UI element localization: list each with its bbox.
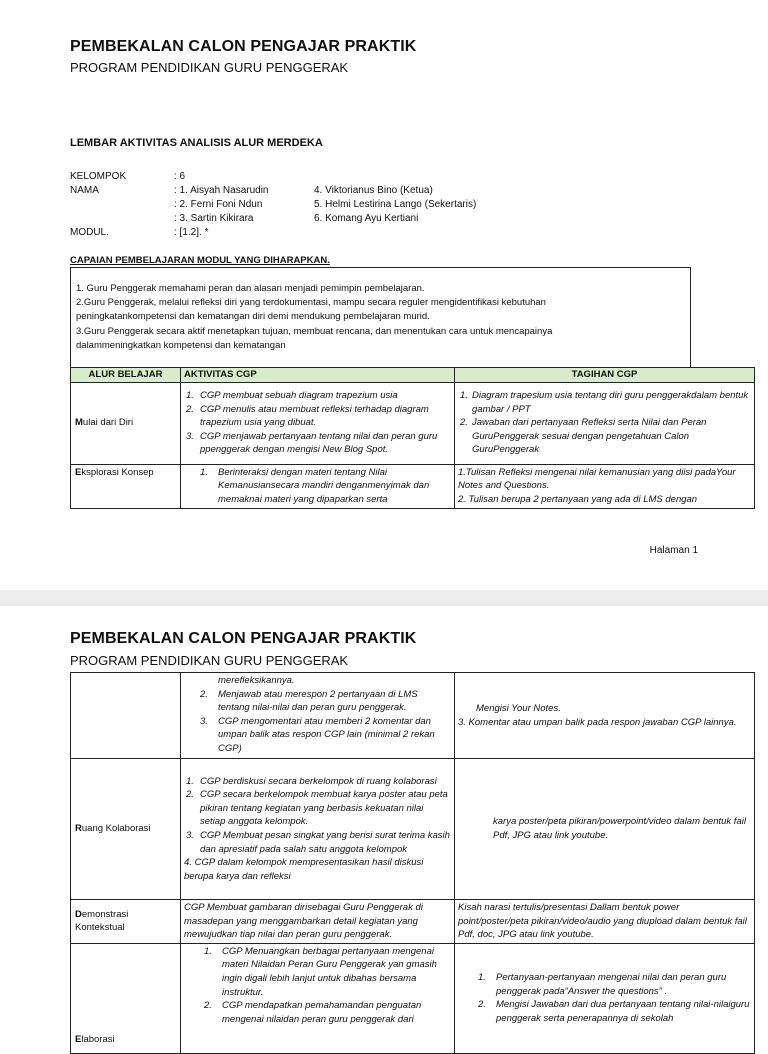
list-item: 1. CGP Menuangkan berbagai pertanyaan mengenai materi Nilaidan Peran Guru Penggerak yan gmasih ingin digali lebih lanjut untuk dibahas bersama instruktur. bbox=[204, 945, 437, 998]
modul-label: MODUL. bbox=[70, 227, 109, 238]
stage-cell bbox=[71, 673, 181, 759]
output-cell bbox=[455, 673, 755, 759]
outcome-line: peningkatankompetensi dan kematangan diri demi mendukung pembelajaran murid. bbox=[76, 311, 430, 323]
learning-flow-table-continued bbox=[70, 672, 755, 1054]
activity-cell bbox=[181, 759, 455, 900]
member-name: 4. Viktorianus Bino (Ketua) bbox=[314, 185, 433, 196]
learning-outcomes-heading: CAPAIAN PEMBELAJARAN MODUL YANG DIHARAPKAN. bbox=[70, 255, 330, 266]
output-cell bbox=[455, 464, 755, 508]
table-row-ruang-kolaborasi bbox=[71, 759, 755, 900]
member-name: : 3. Sartin Kikirara bbox=[174, 213, 254, 224]
learning-flow-table bbox=[70, 367, 755, 509]
member-name: 5. Helmi Lestirina Lango (Sekertaris) bbox=[314, 199, 477, 210]
activity-cell bbox=[181, 464, 455, 508]
list-item: 3. CGP Membuat pesan singkat yang berisi surat terima kasih dan apresiatif pada salah satu anggota kelompok bbox=[186, 830, 450, 855]
outcome-line: 3.Guru Penggerak secara aktif menetapkan tujuan, membuat rencana, dan menentukan cara untuk mencapainya bbox=[76, 325, 553, 337]
member-name: : 1. Aisyah Nasarudin bbox=[174, 185, 269, 196]
document-subtitle: PROGRAM PENDIDIKAN GURU PENGGERAK bbox=[70, 653, 349, 668]
table-row-elaborasi bbox=[71, 943, 755, 1053]
kelompok-value: : 6 bbox=[174, 171, 186, 182]
list-item: 1. CGP berdiskusi secara berkelompok di ruang kolaborasi bbox=[186, 775, 437, 787]
list-item: 2. CGP secara berkelompok membuat karya poster atau peta pikiran tentang kegiatan yang berbasis kekuatan nilai setiap anggota kelompok. bbox=[186, 789, 448, 828]
stage-cell: Eksplorasi Konsep bbox=[71, 464, 181, 508]
page-number: Halaman 1 bbox=[649, 545, 698, 556]
modul-value: : [1.2]. * bbox=[174, 227, 209, 238]
output-line: 3. Komentar atau umpan balik pada respon jawaban CGP lainnya. bbox=[458, 716, 737, 728]
table-row-eksplorasi-continued bbox=[71, 673, 755, 759]
table-row-mulai-dari-diri bbox=[71, 382, 755, 464]
stage-cell: Mulai dari Diri bbox=[71, 382, 181, 464]
list-item: 2. Jawaban dari pertanyaan Refleksi serta Nilai dan Peran GuruPenggerak sesuai dengan pengetahuan Calon GuruPenggerak bbox=[460, 417, 707, 456]
activity-cell: CGP Membuat gambaran dirisebagai Guru Penggerak di masadepan yang menggambarkan detail kegiatan yang mewujudkan tiap nilai dan peran guru penggerak. bbox=[181, 900, 455, 944]
document-subtitle: PROGRAM PENDIDIKAN GURU PENGGERAK bbox=[70, 60, 349, 75]
list-item: 4. CGP dalam kelompok mempresentasikan hasil diskusi berupa karya dan refleksi bbox=[184, 857, 424, 882]
output-cell bbox=[455, 943, 755, 1053]
list-item: 2. CGP mendapatkan pemahamandan penguatan mengenai nilaidan peran guru penggerak dari bbox=[204, 1000, 422, 1025]
activity-cell bbox=[181, 382, 455, 464]
column-header-tagihan: TAGIHAN CGP bbox=[455, 368, 755, 383]
table-row-eksplorasi-konsep bbox=[71, 464, 755, 508]
output-line: 1.Tulisan Refleksi mengenai nilai kemanusian yang diisi padaYour Notes and Questions. bbox=[458, 466, 736, 492]
list-item: 1. Diagram trapesium usia tentang diri guru penggerakdalam bentuk gambar / PPT bbox=[460, 390, 749, 415]
output-line: Mengisi Your Notes. bbox=[476, 702, 561, 714]
stage-cell: Ruang Kolaborasi bbox=[71, 759, 181, 900]
nama-label: NAMA bbox=[70, 185, 99, 196]
output-cell bbox=[455, 382, 755, 464]
learning-outcomes-box bbox=[70, 267, 691, 369]
document-title: PEMBEKALAN CALON PENGAJAR PRAKTIK bbox=[70, 630, 417, 647]
worksheet-title: LEMBAR AKTIVITAS ANALISIS ALUR MERDEKA bbox=[70, 137, 323, 149]
output-cell: karya poster/peta pikiran/powerpoint/video dalam bentuk fail Pdf, JPG atau link youtube. bbox=[455, 759, 755, 900]
document-page-2 bbox=[0, 606, 768, 1046]
kelompok-label: KELOMPOK bbox=[70, 171, 127, 182]
table-row-demonstrasi-kontekstual bbox=[71, 900, 755, 944]
outcome-line: 1. Guru Penggerak memahami peran dan alasan menjadi pemimpin pembelajaran. bbox=[76, 283, 425, 294]
document-title: PEMBEKALAN CALON PENGAJAR PRAKTIK bbox=[70, 38, 417, 55]
activity-cell bbox=[181, 943, 455, 1053]
stage-cell: Demonstrasi Kontekstual bbox=[71, 900, 181, 944]
table-header-row bbox=[71, 368, 755, 383]
stage-cell: Elaborasi bbox=[71, 943, 181, 1053]
column-header-aktivitas: AKTIVITAS CGP bbox=[181, 368, 455, 383]
list-item: 3. CGP menjawab pertanyaan tentang nilai dan peran guru ppenggerak dengan mengisi New Blog Spot. bbox=[186, 430, 438, 456]
column-header-alur: ALUR BELAJAR bbox=[71, 368, 181, 383]
member-name: : 2. Ferni Foni Ndun bbox=[174, 199, 263, 210]
outcome-line: 2.Guru Penggerak, melalui refleksi diri yang terdokumentasi, mampu secara reguler mengidentifikasi kebutuhan bbox=[76, 297, 546, 309]
list-item: 1. Pertanyaan-pertanyaan mengenai nilai dan peran guru penggerak pada“Answer the questions” . bbox=[478, 972, 727, 997]
list-item-tail: merefleksikannya. bbox=[218, 675, 295, 686]
output-cell: Kisah narasi tertulis/presentasi Dallam bentuk power point/poster/peta pikiran/video/audio yang diupload dalam bentuk fail Pdf, doc, JPG atau link youtube. bbox=[455, 900, 755, 944]
list-item: 2. CGP menulis atau membuat refleksi terhadap diagram trapezium usia yang dibuat. bbox=[186, 403, 429, 429]
outcome-line: dalammeningkatkan kompetensi dan kematangan bbox=[76, 339, 286, 351]
page-separator bbox=[0, 590, 768, 606]
output-line: 2. Tulisan berupa 2 pertanyaan yang ada di LMS dengan bbox=[458, 493, 698, 505]
list-item: 3. CGP mengomentari atau memberi 2 komentar dan umpan balik atas respon CGP lain (minimal 2 rekan CGP) bbox=[200, 715, 435, 754]
list-item: 1. CGP membuat sebuah diagram trapezium usia bbox=[186, 390, 398, 402]
activity-cell bbox=[181, 673, 455, 759]
member-name: 6. Komang Ayu Kertiani bbox=[314, 213, 419, 224]
list-item: 1. Berinteraksi dengan materi tentang Nilai Kemanusiansecara mandiri denganmenyimak dan memaknai materi yang dipaparkan serta bbox=[200, 466, 430, 505]
list-item: 2. Mengisi Jawaban dari dua pertanyaan tentang nilai-nilaiguru penggerak serta penerapannya di sekolah bbox=[478, 999, 750, 1024]
list-item: 2. Menjawab atau merespon 2 pertanyaan di LMS tentang nilai-nilai dan peran guru penggerak. bbox=[200, 688, 418, 714]
